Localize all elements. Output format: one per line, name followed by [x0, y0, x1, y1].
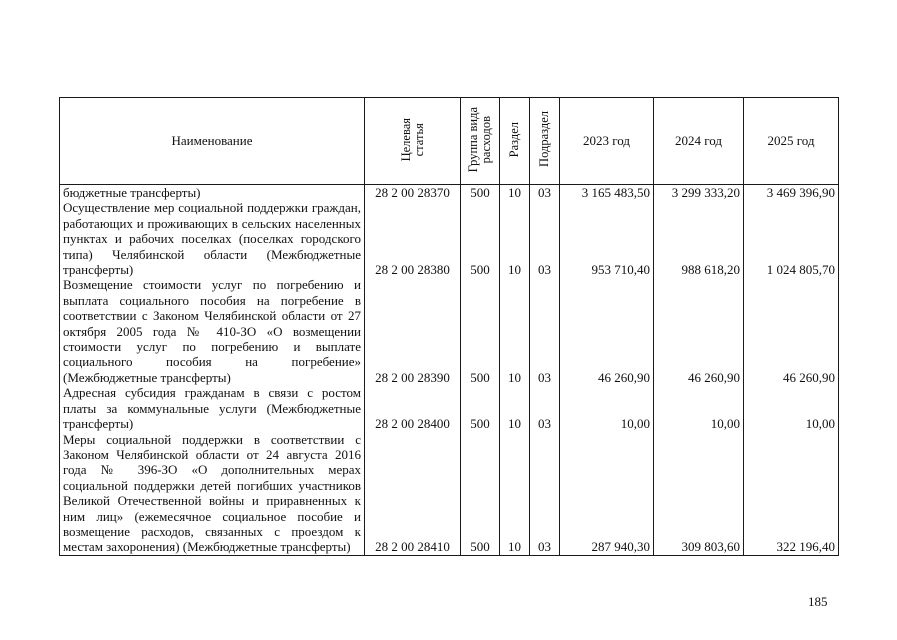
- row-target-code: 28 2 00 28410: [365, 432, 461, 556]
- table-header-row: [60, 98, 839, 185]
- budget-table: [59, 97, 839, 556]
- row-target-code: 28 2 00 28400: [365, 385, 461, 431]
- row-target-code: 28 2 00 28370: [365, 185, 461, 201]
- row-subsection: 03: [530, 432, 560, 556]
- row-value-2023: 953 710,40: [560, 200, 654, 277]
- table-row: [60, 432, 839, 556]
- row-value-2025: 46 260,90: [744, 277, 839, 385]
- table-row: [60, 200, 839, 277]
- row-value-2024: 10,00: [654, 385, 744, 431]
- row-name: Адресная субсидия гражданам в связи с ростом платы за коммунальные услуги (Межбюджетные трансферты): [60, 385, 365, 431]
- header-name: Наименование: [60, 98, 365, 185]
- header-target-article: Целевая статья: [365, 98, 461, 185]
- row-expense-group: 500: [461, 200, 500, 277]
- header-2023: 2023 год: [560, 98, 654, 185]
- row-subsection: 03: [530, 385, 560, 431]
- table-row: [60, 185, 839, 201]
- row-target-code: 28 2 00 28380: [365, 200, 461, 277]
- row-value-2024: 46 260,90: [654, 277, 744, 385]
- row-value-2024: 988 618,20: [654, 200, 744, 277]
- row-value-2023: 46 260,90: [560, 277, 654, 385]
- row-section: 10: [500, 277, 530, 385]
- row-target-code: 28 2 00 28390: [365, 277, 461, 385]
- row-name: Возмещение стоимости услуг по погребению и выплата социального пособия на погребение в соответствии с Законом Челябинской области от 27 октября 2005 года № 410-ЗО «О возмещении стоимости услуг по погребению и выплате социального пособия на погребение» (Межбюджетные трансферты): [60, 277, 365, 385]
- row-section: 10: [500, 432, 530, 556]
- row-value-2023: 287 940,30: [560, 432, 654, 556]
- row-value-2024: 309 803,60: [654, 432, 744, 556]
- row-section: 10: [500, 200, 530, 277]
- table-row: [60, 277, 839, 385]
- row-subsection: 03: [530, 277, 560, 385]
- row-section: 10: [500, 385, 530, 431]
- header-subsection: Подраздел: [530, 98, 560, 185]
- row-section: 10: [500, 185, 530, 201]
- row-subsection: 03: [530, 200, 560, 277]
- row-subsection: 03: [530, 185, 560, 201]
- row-expense-group: 500: [461, 385, 500, 431]
- row-value-2025: 322 196,40: [744, 432, 839, 556]
- row-value-2025: 1 024 805,70: [744, 200, 839, 277]
- budget-table-wrapper: [59, 97, 839, 556]
- row-name: бюджетные трансферты): [60, 185, 365, 201]
- row-value-2023: 10,00: [560, 385, 654, 431]
- row-expense-group: 500: [461, 432, 500, 556]
- header-2025: 2025 год: [744, 98, 839, 185]
- row-expense-group: 500: [461, 277, 500, 385]
- header-2024: 2024 год: [654, 98, 744, 185]
- row-value-2023: 3 165 483,50: [560, 185, 654, 201]
- page-number: 185: [808, 594, 828, 609]
- row-value-2024: 3 299 333,20: [654, 185, 744, 201]
- header-section: Раздел: [500, 98, 530, 185]
- row-value-2025: 10,00: [744, 385, 839, 431]
- row-value-2025: 3 469 396,90: [744, 185, 839, 201]
- row-name: Осуществление мер социальной поддержки граждан, работающих и проживающих в сельских населенных пунктах и рабочих поселках (поселках городского типа) Челябинской области (Межбюджетные трансферты): [60, 200, 365, 277]
- table-row: [60, 385, 839, 431]
- row-expense-group: 500: [461, 185, 500, 201]
- header-expense-group: Группа вида расходов: [461, 98, 500, 185]
- row-name: Меры социальной поддержки в соответствии с Законом Челябинской области от 24 августа 2016 года № 396-ЗО «О дополнительных мерах социальной поддержки детей погибших участников Великой Отечественной войны и приравненных к ним лиц» (ежемесячное социальное пособие и возмещение расходов, связанных с проездом к местам захоронения) (Межбюджетные трансферты): [60, 432, 365, 556]
